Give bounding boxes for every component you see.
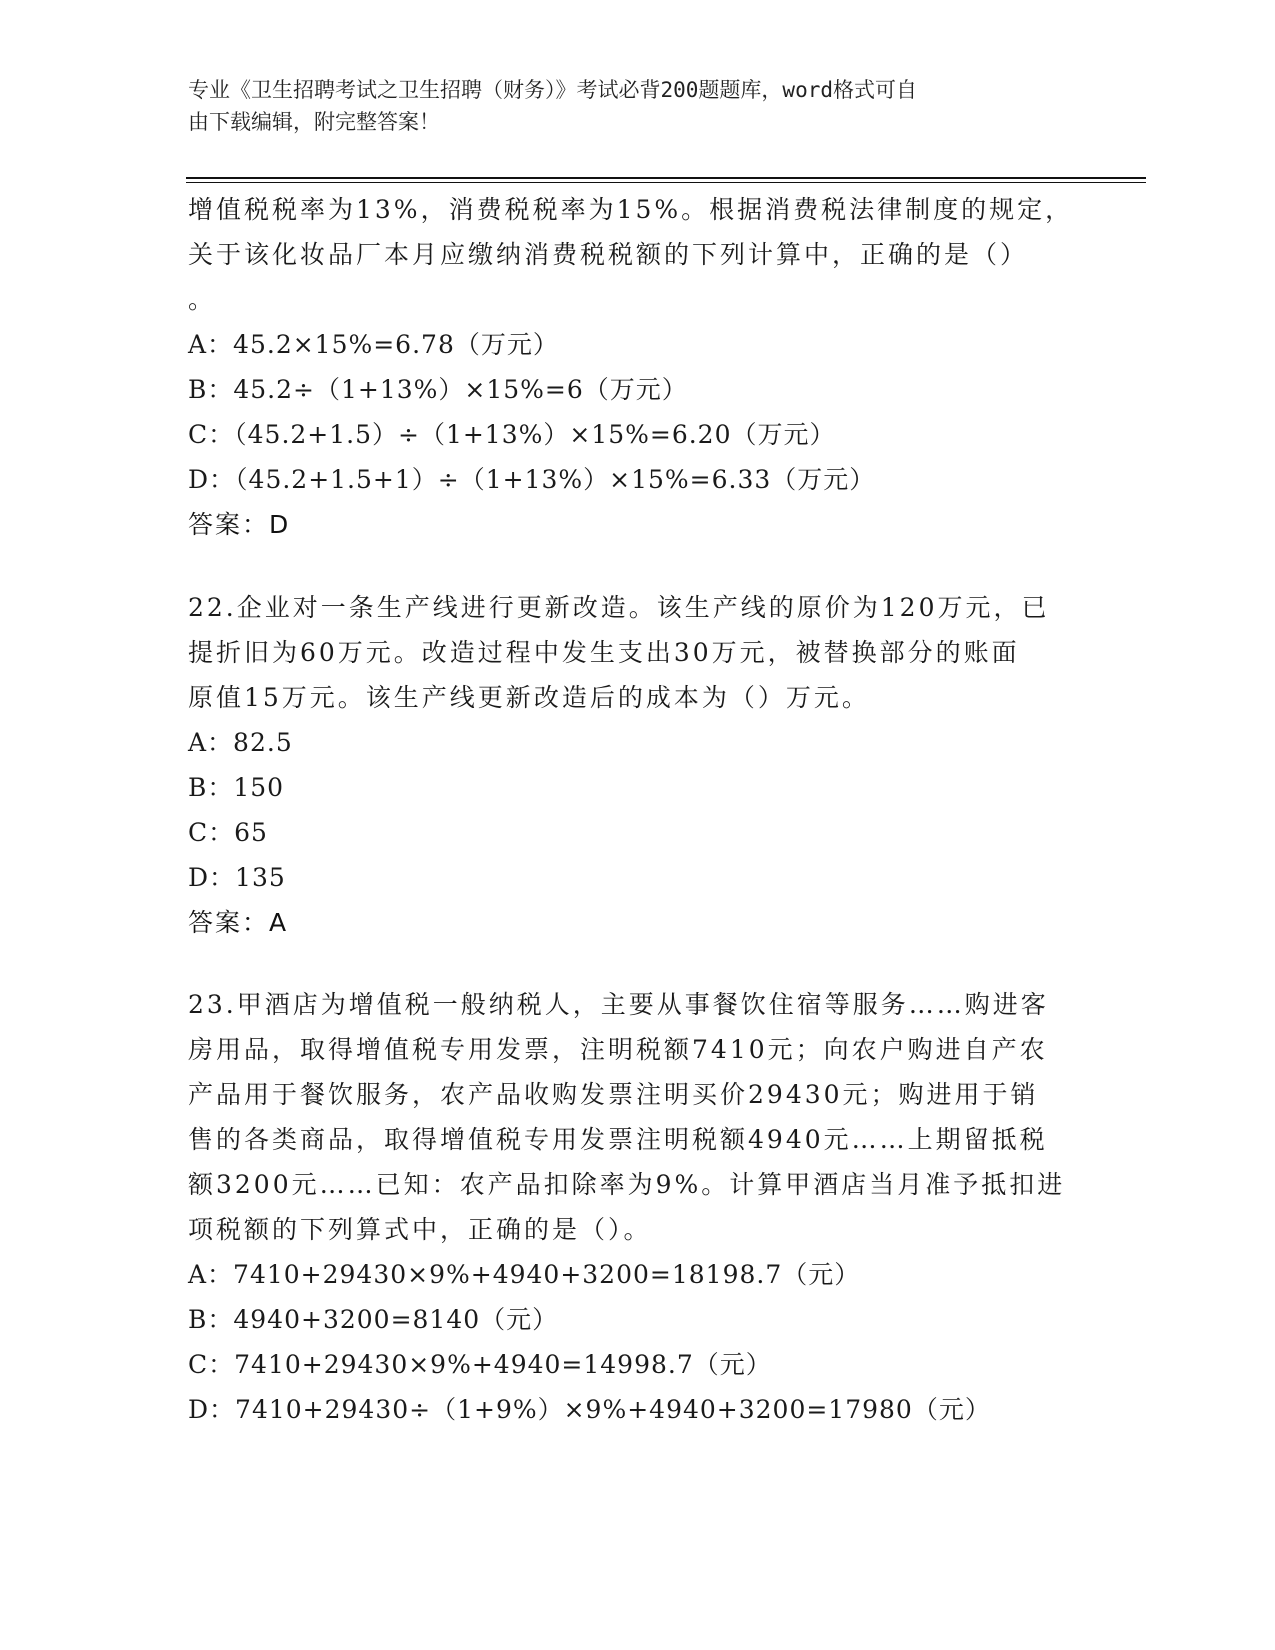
question-text-line: 增值税税率为13%，消费税税率为15%。根据消费税法律制度的规定，	[188, 195, 1074, 224]
question-text-line: 23.甲酒店为增值税一般纳税人，主要从事餐饮住宿等服务……购进客	[188, 990, 1049, 1019]
question-text-line: 房用品，取得增值税专用发票，注明税额7410元；向农户购进自产农	[188, 1035, 1048, 1064]
question-text-line: 项税额的下列算式中，正确的是（）。	[188, 1215, 652, 1244]
option-b: B：45.2÷（1+13%）×15%=6（万元）	[188, 375, 688, 404]
answer-line: 答案：D	[188, 510, 291, 539]
option-a: A：7410+29430×9%+4940+3200=18198.7（元）	[188, 1260, 861, 1289]
question-text-line: 22.企业对一条生产线进行更新改造。该生产线的原价为120万元，已	[188, 593, 1050, 622]
option-a: A：45.2×15%=6.78（万元）	[188, 330, 559, 359]
option-d: D：135	[188, 863, 286, 892]
question-text-line: 。	[188, 285, 217, 314]
question-text-line: 产品用于餐饮服务，农产品收购发票注明买价29430元；购进用于销	[188, 1080, 1039, 1109]
question-21	[188, 187, 1088, 548]
header-line-1: 专业《卫生招聘考试之卫生招聘（财务）》考试必背200题题库，word格式可自	[188, 78, 917, 102]
option-c: C：7410+29430×9%+4940=14998.7（元）	[188, 1350, 772, 1379]
option-b: B：150	[188, 773, 285, 802]
question-text-line: 额3200元……已知：农产品扣除率为9%。计算甲酒店当月准予抵扣进	[188, 1170, 1066, 1199]
header-divider-thick	[186, 177, 1146, 179]
question-text-line: 关于该化妆品厂本月应缴纳消费税税额的下列计算中，正确的是（）	[188, 240, 1029, 269]
header-line-2: 由下载编辑，附完整答案！	[188, 110, 440, 134]
option-d: D：7410+29430÷（1+9%）×9%+4940+3200=17980（元）	[188, 1395, 991, 1424]
question-text-line: 售的各类商品，取得增值税专用发票注明税额4940元……上期留抵税	[188, 1125, 1048, 1154]
option-b: B：4940+3200=8140（元）	[188, 1305, 559, 1334]
option-c: C：65	[188, 818, 268, 847]
document-header	[188, 74, 1068, 138]
question-text-line: 原值15万元。该生产线更新改造后的成本为（）万元。	[188, 683, 870, 712]
option-a: A：82.5	[188, 728, 293, 757]
question-23	[188, 982, 1088, 1432]
option-c: C：（45.2+1.5）÷（1+13%）×15%=6.20（万元）	[188, 420, 836, 449]
answer-line: 答案：A	[188, 908, 289, 937]
question-text-line: 提折旧为60万元。改造过程中发生支出30万元，被替换部分的账面	[188, 638, 1020, 667]
question-22	[188, 585, 1088, 946]
option-d: D：（45.2+1.5+1）÷（1+13%）×15%=6.33（万元）	[188, 465, 876, 494]
header-divider-thin	[186, 182, 1146, 183]
